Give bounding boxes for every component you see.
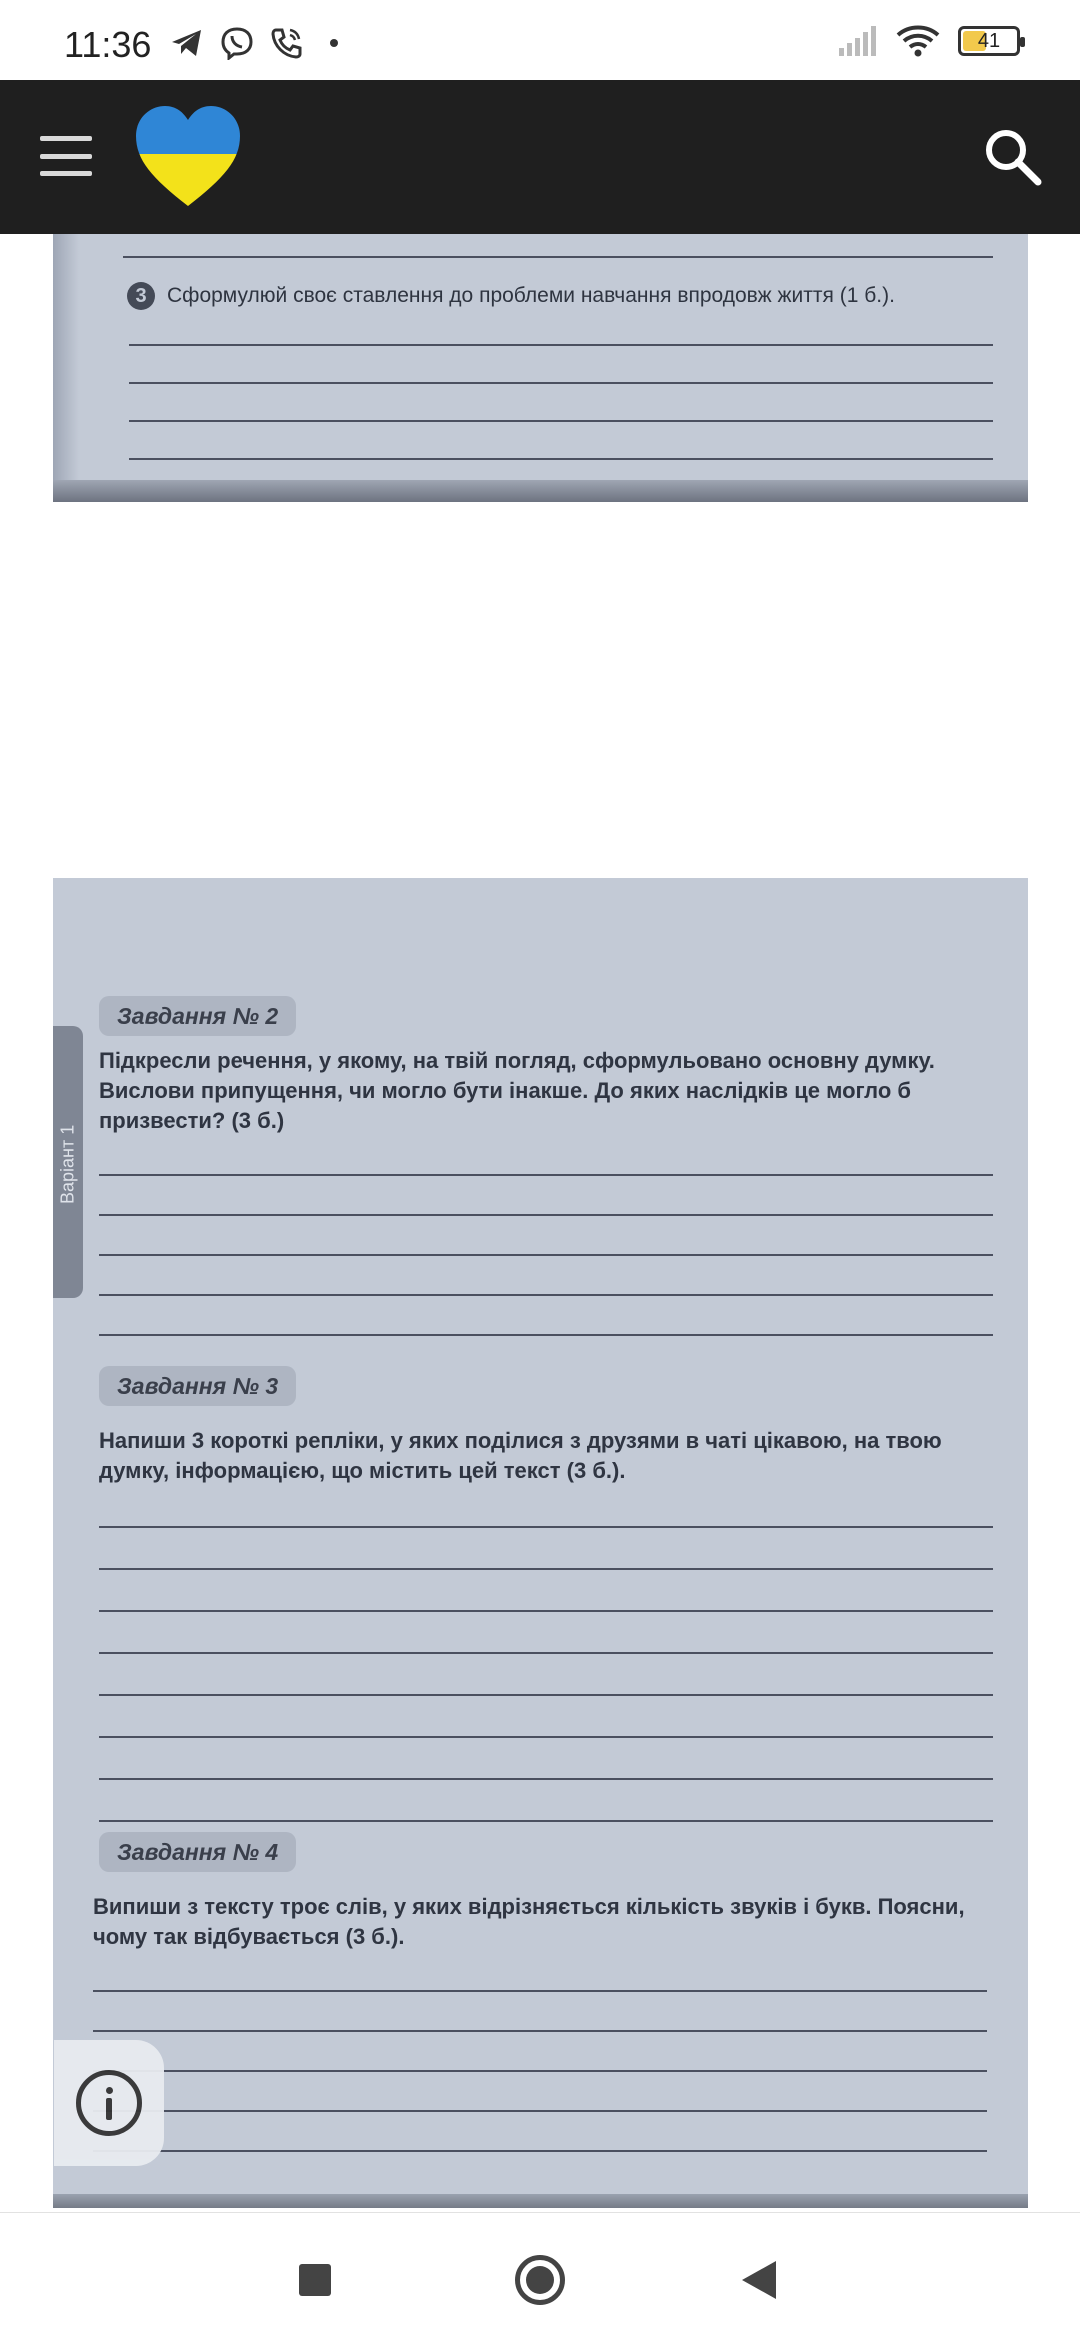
answer-line — [93, 2150, 987, 2152]
answer-line — [123, 256, 993, 258]
more-notifications-dot — [330, 39, 338, 47]
answer-line — [99, 1254, 993, 1256]
home-icon[interactable] — [515, 2255, 565, 2305]
answer-line — [99, 1736, 993, 1738]
answer-line — [129, 344, 993, 346]
info-icon — [76, 2070, 142, 2136]
task-2-label: Завдання № 2 — [99, 996, 296, 1036]
signal-icon — [838, 26, 878, 56]
status-time: 11:36 — [64, 24, 152, 65]
answer-line — [93, 2070, 987, 2072]
info-button[interactable] — [54, 2040, 164, 2166]
notification-icons — [170, 26, 338, 60]
back-icon[interactable] — [742, 2261, 776, 2299]
task-number-badge: 3 — [127, 282, 155, 310]
task-3-text: Напиши 3 короткі репліки, у яких поділися з друзями в чаті цікавою, на твою думку, інформацією, що містить цей текст (3 б.). — [99, 1428, 942, 1483]
page-image-1 — [53, 234, 1028, 502]
answer-line — [99, 1174, 993, 1176]
viber-icon — [220, 26, 254, 60]
answer-line — [99, 1694, 993, 1696]
wifi-icon — [896, 24, 940, 58]
ukrainian-heart-logo[interactable] — [132, 102, 244, 210]
telegram-icon — [170, 28, 204, 58]
variant-side-tab-label: Варіант 1 — [57, 1124, 78, 1204]
task-3-text: Сформулюй своє ставлення до проблеми навчання впродовж життя (1 б.). — [167, 284, 895, 307]
page-image-2 — [53, 878, 1028, 2208]
search-icon[interactable] — [980, 124, 1044, 188]
answer-line — [99, 1820, 993, 1822]
status-bar — [0, 0, 1080, 80]
top-app-bar — [0, 80, 1080, 234]
answer-line — [99, 1778, 993, 1780]
answer-line — [99, 1214, 993, 1216]
recent-apps-icon[interactable] — [299, 2264, 331, 2296]
answer-line — [99, 1610, 993, 1612]
answer-line — [99, 1526, 993, 1528]
answer-line — [129, 382, 993, 384]
task-4-label: Завдання № 4 — [99, 1832, 296, 1872]
battery-icon — [958, 26, 1020, 56]
answer-line — [129, 458, 993, 460]
answer-line — [93, 2030, 987, 2032]
system-icons — [838, 24, 1020, 58]
answer-line — [99, 1652, 993, 1654]
answer-line — [99, 1568, 993, 1570]
answer-line — [129, 420, 993, 422]
hamburger-menu-icon[interactable] — [40, 136, 92, 176]
answer-line — [93, 2110, 987, 2112]
task-4-text: Випиши з тексту троє слів, у яких відрізняється кількість звуків і букв. Поясни, чому так відбувається (3 б.). — [93, 1894, 965, 1949]
answer-line — [99, 1294, 993, 1296]
navigation-bar — [0, 2212, 1080, 2340]
answer-line — [99, 1334, 993, 1336]
task-3-question — [127, 282, 895, 310]
battery-percent: 41 — [977, 29, 1001, 52]
answer-line — [93, 1990, 987, 1992]
task-3-label: Завдання № 3 — [99, 1366, 296, 1406]
task-2-text: Підкресли речення, у якому, на твій погляд, сформульовано основну думку. Вислови припущення, чи могло бути інакше. До яких наслідків це могло б призвести? (3 б.) — [99, 1048, 935, 1133]
phone-call-icon — [270, 26, 304, 60]
